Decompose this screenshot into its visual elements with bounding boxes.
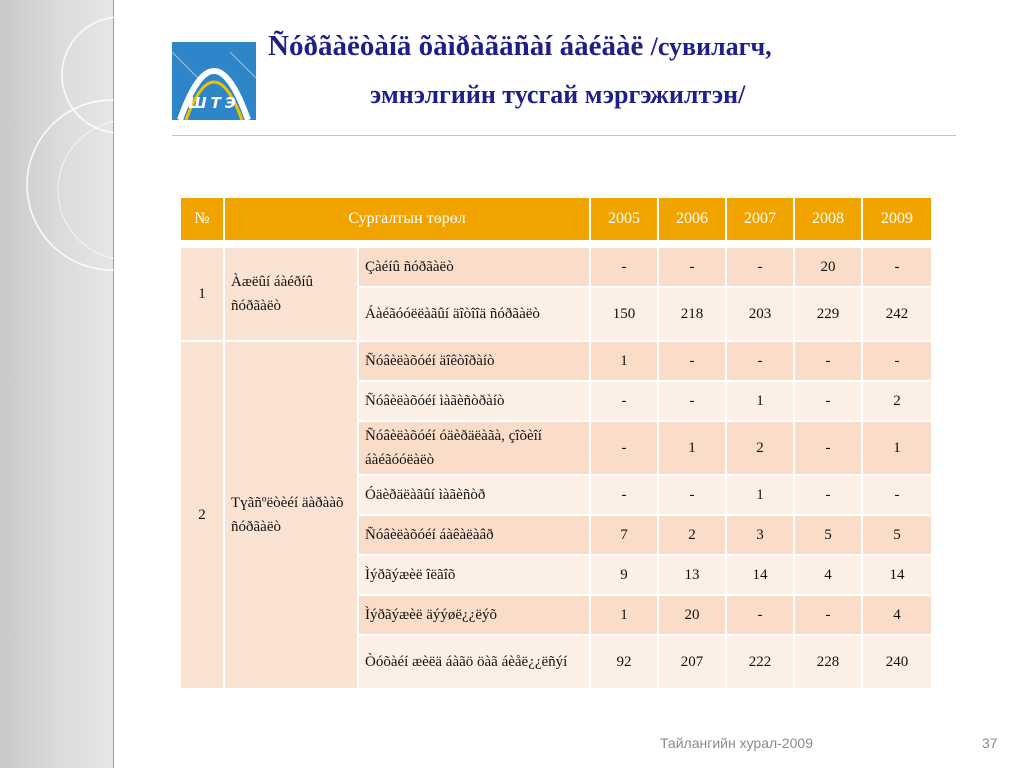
cell-value: 2 [658,515,726,555]
cell-value: 4 [794,555,862,595]
cell-value: - [590,421,658,475]
cell-value: - [794,341,862,381]
row-label: Áàéãóóëëàãûí äîòîîä ñóðãàëò [358,287,590,341]
row-label: Ñóâèëàõóéí äîêòîðàíò [358,341,590,381]
cell-value: - [726,595,794,635]
cell-value: - [590,247,658,287]
cell-value: - [658,341,726,381]
cell-value: 92 [590,635,658,689]
row-label: Çàéíû ñóðãàëò [358,247,590,287]
table-row [180,341,932,381]
cell-value: 5 [862,515,932,555]
table-header-row [180,197,932,241]
cell-value: - [794,475,862,515]
row-label: Ñóâèëàõóéí óäèðäëàãà, çîõèîí áàéãóóëàëò [358,421,590,475]
cell-value: 1 [590,595,658,635]
title-main: Ñóðãàëòàíä õàìðàãäñàí áàéäàë [268,30,644,62]
cell-value: 20 [658,595,726,635]
cell-value: - [658,475,726,515]
page-number: 37 [982,735,998,751]
cell-value: 242 [862,287,932,341]
cell-value: - [862,247,932,287]
cell-value: 229 [794,287,862,341]
group-number: 2 [180,341,224,689]
cell-value: 228 [794,635,862,689]
cell-value: 3 [726,515,794,555]
cell-value: - [726,341,794,381]
logo-text: ШТЭ [188,94,240,112]
logo [172,42,256,120]
cell-value: 1 [658,421,726,475]
row-label: Ìýðãýæèë äýýøë¿¿ëýõ [358,595,590,635]
cell-value: 2 [726,421,794,475]
cell-value: - [658,247,726,287]
header-no: № [180,197,224,241]
cell-value: - [862,475,932,515]
cell-value: 1 [590,341,658,381]
cell-value: 7 [590,515,658,555]
cell-value: 222 [726,635,794,689]
cell-value: 1 [726,475,794,515]
title-suffix: /сувилагч, [650,32,772,61]
row-label: Ñóâèëàõóéí áàêàëàâð [358,515,590,555]
cell-value: 20 [794,247,862,287]
cell-value: 218 [658,287,726,341]
group-name: Түãñºëòèéí äàðààõ ñóðãàëò [224,341,358,689]
cell-value: 14 [862,555,932,595]
group-name: Àæëûí áàéðíû ñóðãàëò [224,247,358,341]
cell-value: 4 [862,595,932,635]
header-year: 2007 [726,197,794,241]
header-type: Сургалтын төрөл [224,197,590,241]
cell-value: - [794,595,862,635]
cell-value: - [794,381,862,421]
cell-value: 5 [794,515,862,555]
cell-value: - [794,421,862,475]
group-number: 1 [180,247,224,341]
header-year: 2008 [794,197,862,241]
cell-value: 1 [862,421,932,475]
row-label: Ñóâèëàõóéí ìàãèñòðàíò [358,381,590,421]
footer-text: Тайлангийн хурал-2009 [660,735,813,751]
cell-value: 13 [658,555,726,595]
training-table [179,196,933,690]
cell-value: - [726,247,794,287]
cell-value: 150 [590,287,658,341]
page-subtitle: эмнэлгийн тусгай мэргэжилтэн/ [370,80,746,109]
title-divider [172,135,956,136]
row-label: Ìýðãýæèë îëãîõ [358,555,590,595]
decorative-circles [0,0,140,768]
header-year: 2006 [658,197,726,241]
page-title [268,30,968,63]
cell-value: 203 [726,287,794,341]
cell-value: 2 [862,381,932,421]
header-year: 2009 [862,197,932,241]
cell-value: - [590,475,658,515]
cell-value: - [590,381,658,421]
cell-value: 9 [590,555,658,595]
cell-value: - [658,381,726,421]
header-year: 2005 [590,197,658,241]
row-label: Òóõàéí æèëä áàãö öàã áèåë¿¿ëñýí [358,635,590,689]
cell-value: 14 [726,555,794,595]
cell-value: - [862,341,932,381]
table-row [180,247,932,287]
cell-value: 240 [862,635,932,689]
cell-value: 1 [726,381,794,421]
row-label: Óäèðäëàãûí ìàãèñòð [358,475,590,515]
cell-value: 207 [658,635,726,689]
